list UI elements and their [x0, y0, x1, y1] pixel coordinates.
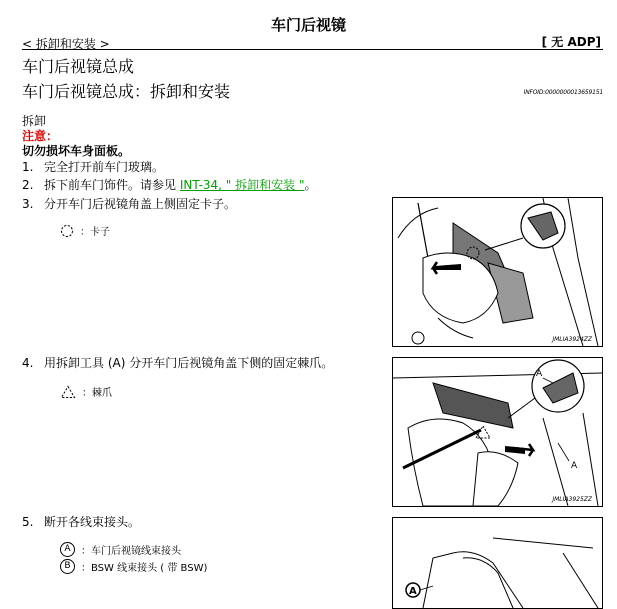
step-3 [22, 195, 236, 212]
removal-tool-illustration [393, 358, 602, 506]
figure-code: JMLIA3925ZZ [552, 496, 592, 503]
legend-clip-text: ：卡子 [80, 227, 110, 238]
figure-label-a-lower: A [571, 461, 578, 471]
info-id: INFOID:0000000013659151 [523, 89, 603, 96]
figure-upper-clip [392, 197, 603, 347]
figure-lower-pawl [392, 357, 603, 507]
page-title: 车门后视镜 [270, 16, 346, 34]
step-4 [22, 354, 333, 371]
step-number: 4. [22, 356, 34, 370]
step-5 [22, 513, 140, 530]
step-text: 分开车门后视镜角盖上侧固定卡子。 [44, 197, 237, 211]
circled-letter-a: A [60, 542, 75, 557]
figure-label-a: A [536, 369, 543, 379]
breadcrumb[interactable]: < 拆卸和安装 > [22, 37, 110, 51]
mirror-corner-cover-illustration [393, 198, 602, 346]
legend-connector-a [60, 542, 181, 557]
header-divider [22, 49, 603, 50]
legend-pawl-text: ：棘爪 [82, 388, 112, 399]
step-number: 1. [22, 160, 34, 174]
subsection-title: 车门后视镜总成：拆卸和安装 [22, 82, 231, 101]
step-number: 5. [22, 515, 34, 529]
step-text: 拆下前车门饰件。请参见 [44, 178, 180, 192]
adp-badge: [ 无 ADP] [541, 35, 601, 49]
reference-link-int-34[interactable]: INT-34, " 拆卸和安装 " [179, 178, 305, 192]
step-number: 2. [22, 178, 34, 192]
legend-connector-b [60, 559, 207, 574]
figure-label-a-circle: A [409, 586, 417, 597]
step-1 [22, 158, 164, 175]
legend-pawl [60, 384, 112, 399]
clip-icon [60, 224, 74, 238]
step-suffix: 。 [304, 178, 317, 192]
step-text: 用拆卸工具 (A) 分开车门后视镜角盖下侧的固定棘爪。 [44, 356, 334, 370]
legend-clip [60, 223, 110, 238]
caution-label: 注意： [22, 129, 59, 143]
step-text: 完全打开前车门玻璃。 [44, 160, 165, 174]
caution-text: 切勿损坏车身面板。 [22, 144, 131, 158]
legend-b-text: ：BSW 线束接头 ( 带 BSW) [81, 563, 208, 574]
step-number: 3. [22, 197, 34, 211]
legend-a-text: ：车门后视镜线束接头 [81, 546, 181, 557]
step-text: 断开各线束接头。 [44, 515, 141, 529]
removal-heading: 拆卸 [22, 114, 47, 128]
pawl-icon [60, 385, 76, 399]
figure-code: JMLIA3924ZZ [552, 336, 592, 343]
figure-harness-connectors [392, 517, 603, 609]
section-title: 车门后视镜总成 [22, 57, 135, 76]
circled-letter-b: B [60, 559, 75, 574]
step-2 [22, 176, 317, 193]
